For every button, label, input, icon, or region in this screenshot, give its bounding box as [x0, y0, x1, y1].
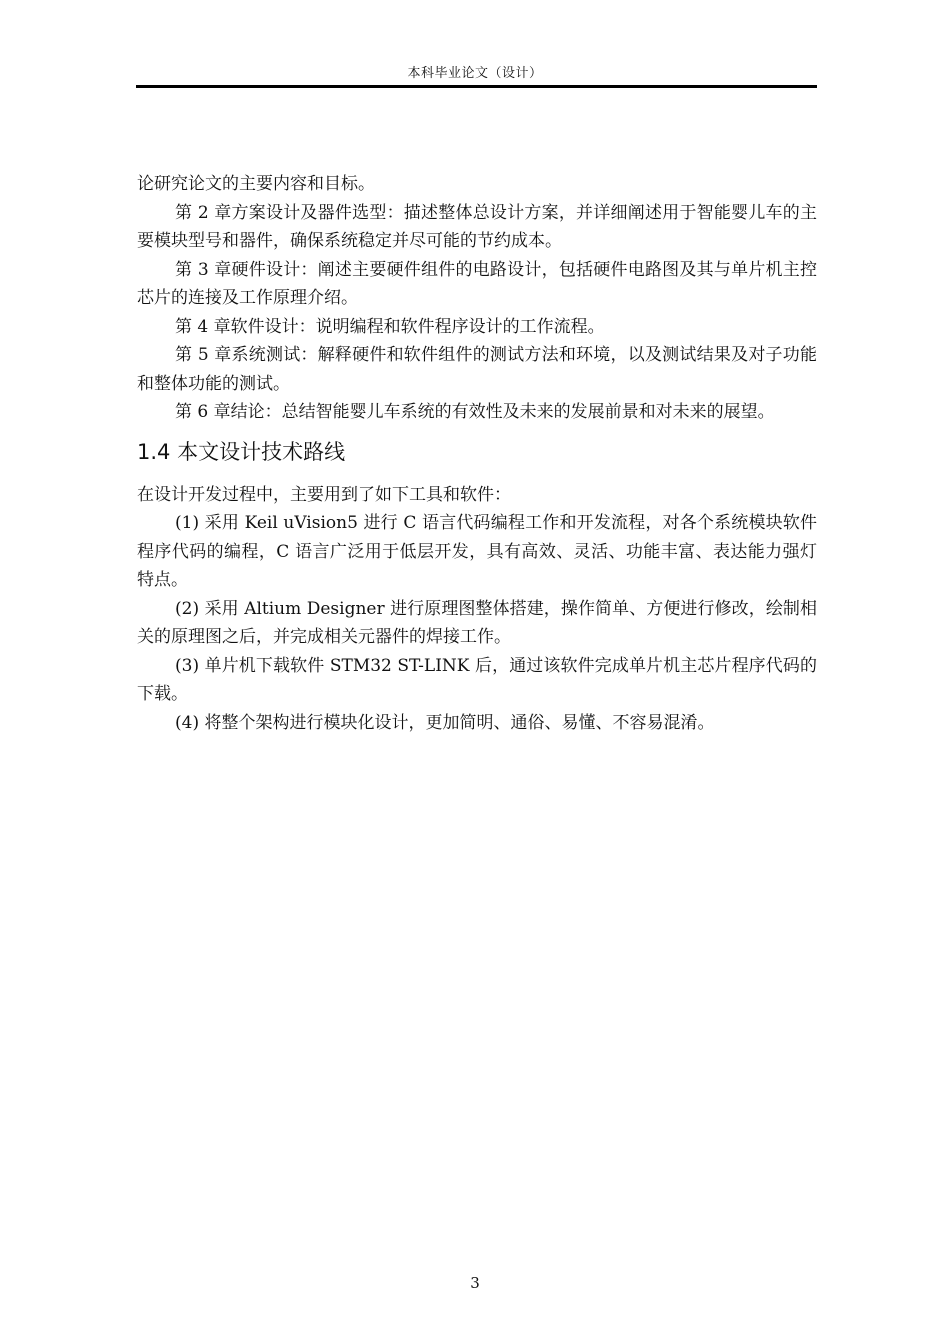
list-item-2: (2) 采用 Altium Designer 进行原理图整体搭建，操作简单、方便进行修改，绘制相关的原理图之后，并完成相关元器件的焊接工作。	[137, 598, 817, 647]
paragraph-chapter-4: 第 4 章软件设计：说明编程和软件程序设计的工作流程。	[175, 316, 605, 337]
running-header: 本科毕业论文（设计）	[407, 66, 543, 81]
list-item-1: (1) 采用 Keil uVision5 进行 C 语言代码编程工作和开发流程，对各个系统模块软件程序代码的编程，C 语言广泛用于低层开发，具有高效、灵活、功能丰富、表达能力强灯特点。	[137, 513, 817, 590]
page-number: 3	[470, 1274, 480, 1292]
paragraph-chapter-5: 第 5 章系统测试：解释硬件和软件组件的测试方法和环境，以及测试结果及对子功能和整体功能的测试。	[137, 345, 817, 394]
paragraph-chapter-2: 第 2 章方案设计及器件选型：描述整体总设计方案，并详细阐述用于智能婴儿车的主要模块型号和器件，确保系统稳定并尽可能的节约成本。	[137, 202, 817, 251]
paragraph-chapter-6: 第 6 章结论：总结智能婴儿车系统的有效性及未来的发展前景和对未来的展望。	[175, 402, 775, 422]
list-item-3: (3) 单片机下载软件 STM32 ST-LINK 后，通过该软件完成单片机主芯片程序代码的下载。	[137, 655, 817, 704]
page-body	[137, 170, 817, 737]
header-rule	[136, 85, 817, 88]
paragraph-continuation: 论研究论文的主要内容和目标。	[137, 174, 375, 194]
section-heading: 1.4 本文设计技术路线	[137, 439, 346, 464]
paragraph-chapter-3: 第 3 章硬件设计：阐述主要硬件组件的电路设计，包括硬件电路图及其与单片机主控芯片的连接及工作原理介绍。	[137, 259, 817, 308]
list-item-4: (4) 将整个架构进行模块化设计，更加简明、通俗、易懂、不容易混淆。	[175, 712, 715, 733]
paragraph-intro: 在设计开发过程中，主要用到了如下工具和软件：	[137, 484, 511, 505]
